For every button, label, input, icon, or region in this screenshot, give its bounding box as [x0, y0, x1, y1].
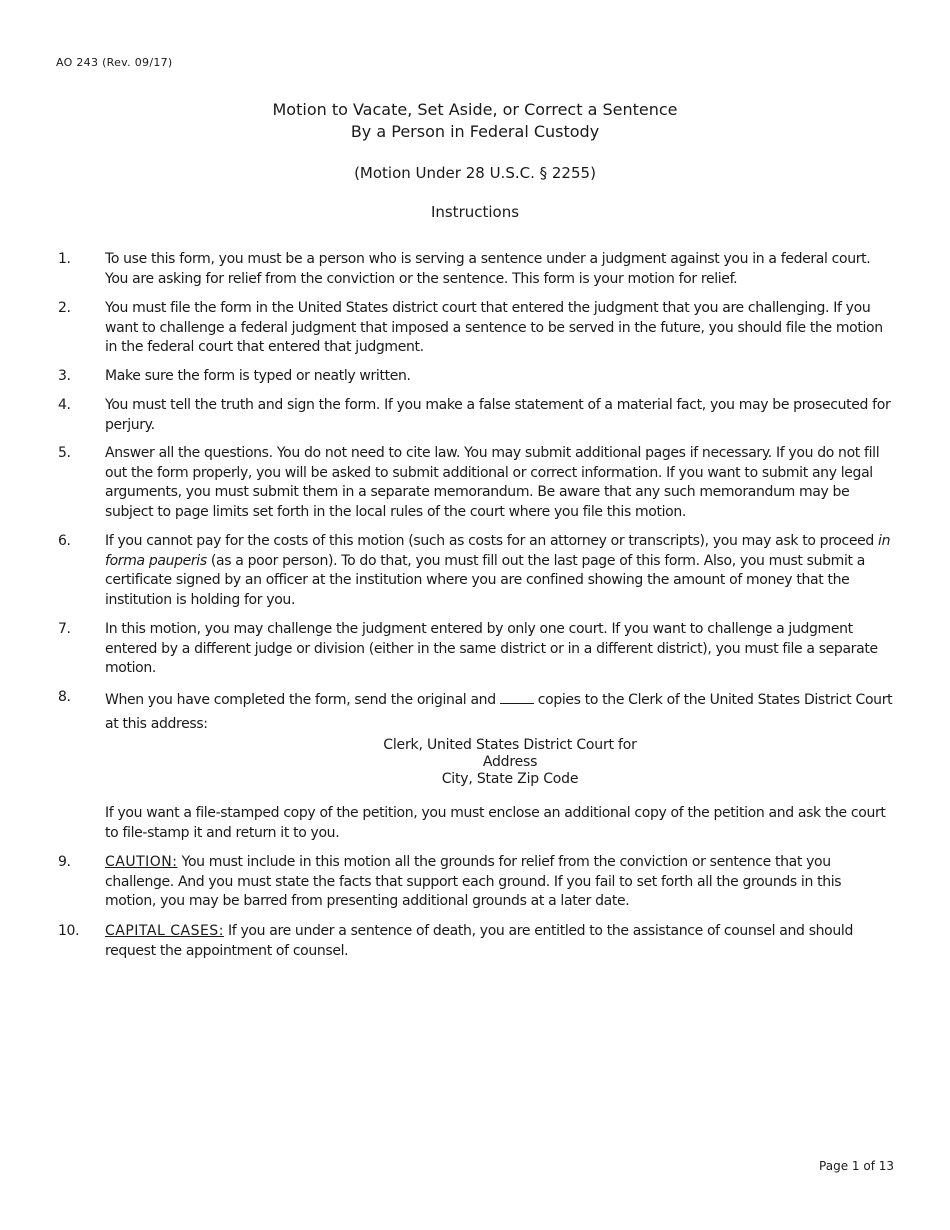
caution-label: CAUTION: [105, 854, 178, 870]
capital-cases-label: CAPITAL CASES: [105, 923, 224, 939]
title-line-1: Motion to Vacate, Set Aside, or Correct a Sentence [272, 100, 678, 119]
page-number: Page 1 of 13 [819, 1159, 894, 1173]
form-id: AO 243 (Rev. 09/17) [56, 56, 173, 69]
item-number: 2. [58, 300, 71, 316]
item-text: You must file the form in the United States district court that entered the judgment that you are challenging. If you want to challenge a federal judgment that imposed a sentence to be served in the future, you should file the motion in the federal court that entered that judgment. [105, 300, 883, 356]
item-text: Make sure the form is typed or neatly written. [105, 368, 411, 384]
item-text-part: If you cannot pay for the costs of this motion (such as costs for an attorney or transcripts), you may ask to proceed [105, 533, 879, 549]
subtitle: (Motion Under 28 U.S.C. § 2255) [354, 164, 596, 182]
address-line: Clerk, United States District Court for [383, 737, 637, 753]
address-line: City, State Zip Code [441, 771, 579, 787]
item-number: 6. [58, 533, 71, 549]
address-line: Address [482, 754, 538, 770]
item-text [105, 688, 895, 736]
item-text-part: If you are under a sentence of death, you are entitled to the assistance of counsel and should request the appointment of counsel. [105, 923, 853, 959]
item-number: 5. [58, 445, 71, 461]
item-number: 7. [58, 621, 71, 637]
item-number: 8. [58, 689, 71, 705]
item-text [105, 922, 895, 961]
item-text [105, 532, 895, 610]
section-heading: Instructions [430, 203, 520, 221]
item-text: Answer all the questions. You do not need to cite law. You may submit additional pages if necessary. If you do not fill out the form properly, you will be asked to submit additional or correct information. If you want to submit any legal arguments, you must submit them in a separate memorandum. Be aware that any such memorandum may be subject to page limits set forth in the local rules of the court where you file this motion. [105, 445, 880, 520]
copies-count-field[interactable] [500, 689, 534, 704]
item-text: If you want a file-stamped copy of the petition, you must enclose an additional copy of the petition and ask the court to file-stamp it and return it to you. [105, 805, 886, 841]
italic-term: in forma pauperis [105, 533, 891, 569]
item-text-part: (as a poor person). To do that, you must fill out the last page of this form. Also, you must submit a certificate signed by an officer at the institution where you are confined showing the amount of money that the institution is holding for you. [105, 552, 865, 608]
page-title [0, 99, 950, 143]
item-number: 3. [58, 368, 71, 384]
clerk-address [0, 737, 950, 788]
item-text [105, 853, 895, 912]
item-text: In this motion, you may challenge the judgment entered by only one court. If you want to challenge a judgment entered by a different judge or division (either in the same district or in a different district), you must file a separate motion. [105, 621, 878, 677]
item-number: 10. [58, 923, 80, 939]
item-text-part: copies to the Clerk of the United States District Court at this address: [105, 692, 893, 732]
item-number: 1. [58, 251, 71, 267]
item-number: 9. [58, 854, 71, 870]
item-text: To use this form, you must be a person who is serving a sentence under a judgment against you in a federal court. You are asking for relief from the conviction or the sentence. This form is your motion for relief. [105, 251, 871, 287]
item-text: You must tell the truth and sign the form. If you make a false statement of a material fact, you may be prosecuted for perjury. [105, 397, 891, 433]
title-line-2: By a Person in Federal Custody [350, 122, 600, 141]
item-number: 4. [58, 397, 71, 413]
item-text-part: You must include in this motion all the grounds for relief from the conviction or sentence that you challenge. And you must state the facts that support each ground. If you fail to set forth all the grounds in this motion, you may be barred from presenting additional grounds at a later date. [105, 854, 842, 910]
item-text-part: When you have completed the form, send the original and [105, 692, 496, 708]
